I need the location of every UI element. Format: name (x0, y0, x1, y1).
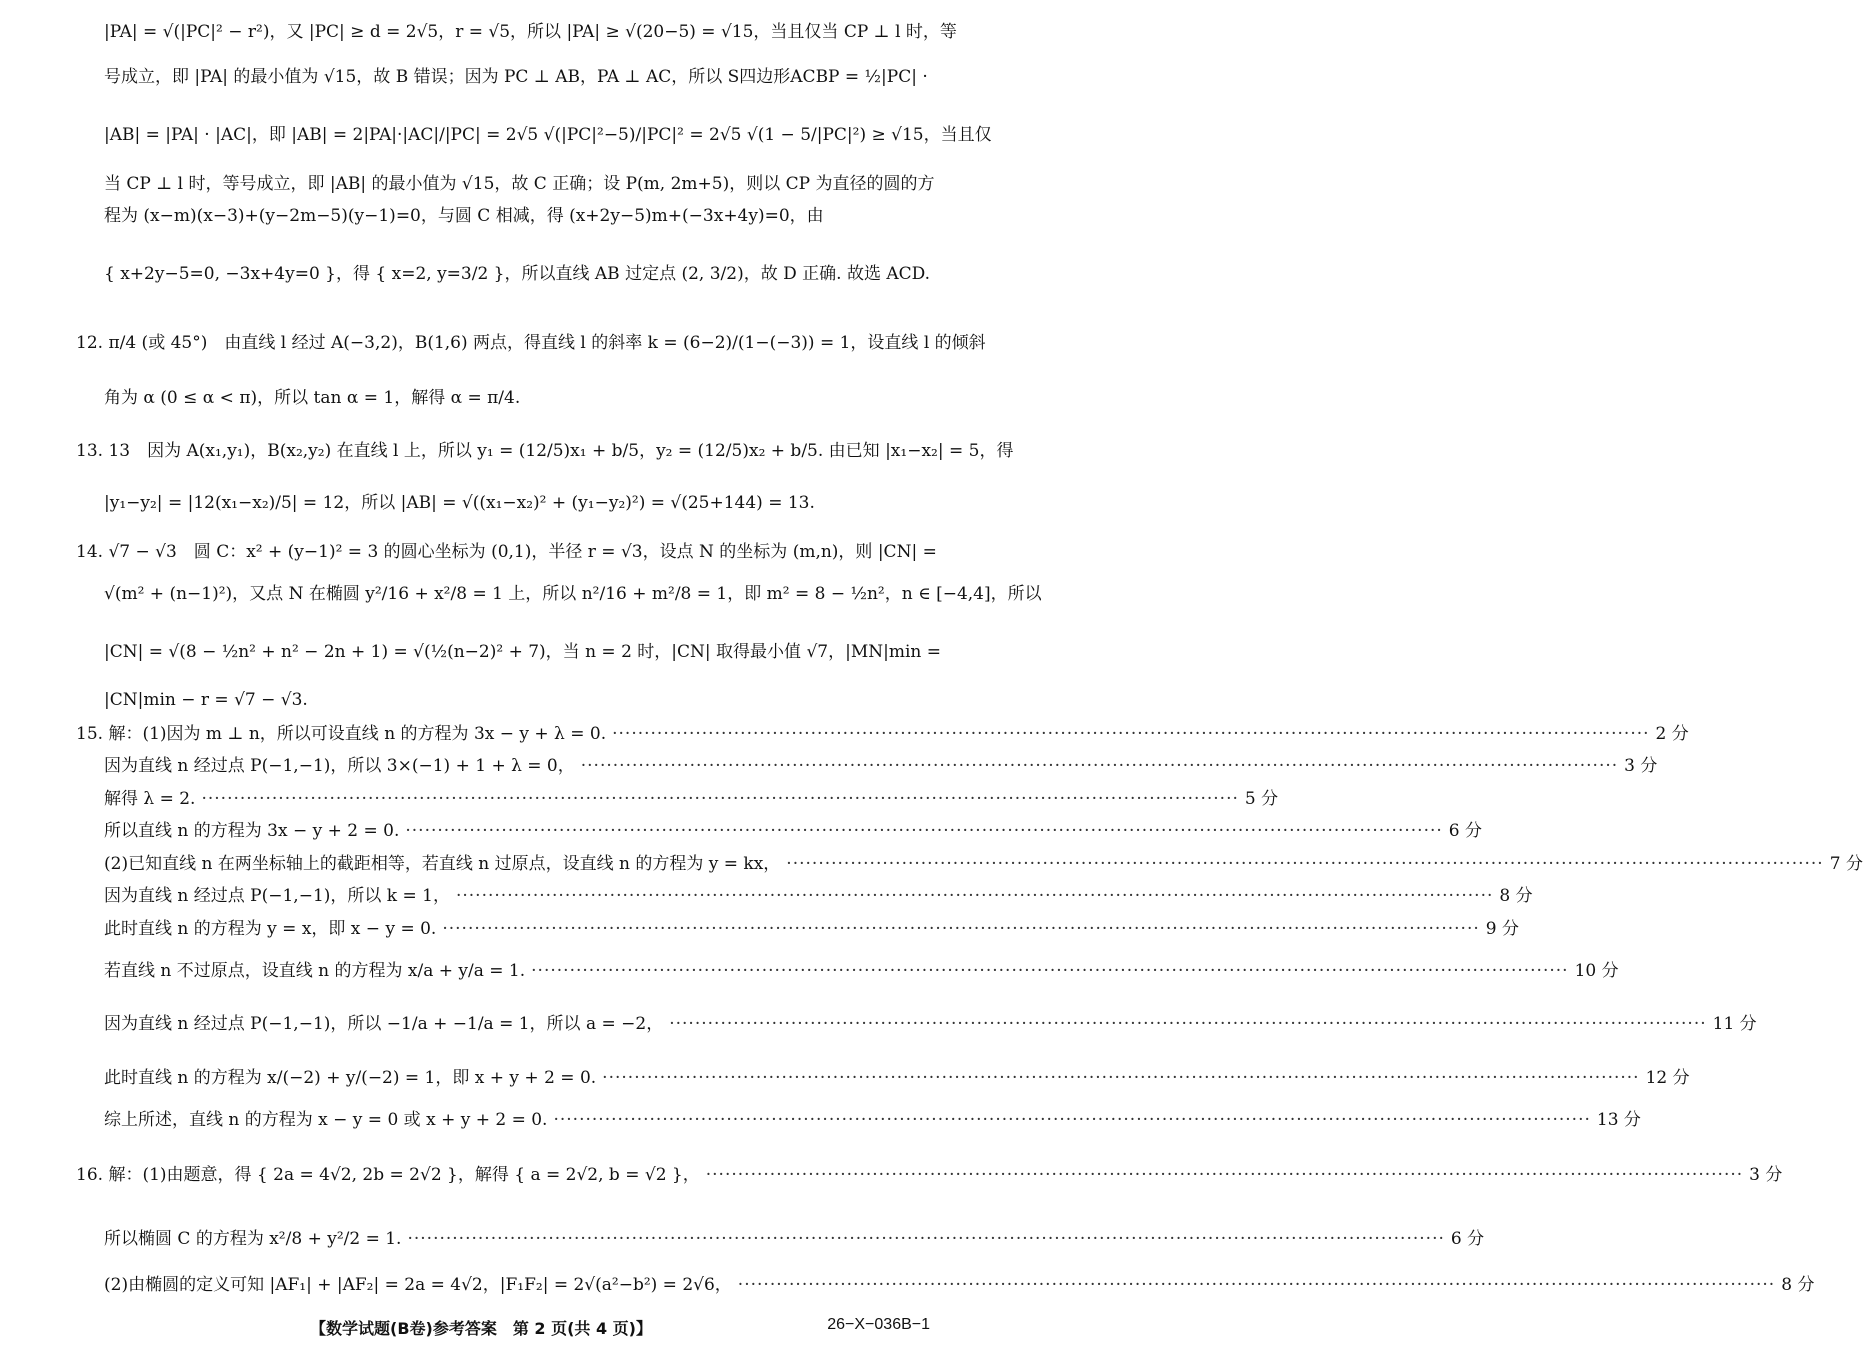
step-text: (2)已知直线 n 在两坐标轴上的截距相等，若直线 n 过原点，设直线 n 的方程为 y = kx， (104, 854, 781, 874)
score-label: 10 分 (1574, 961, 1619, 981)
answer-13: 13. 13 因为 A(x₁,y₁)，B(x₂,y₂) 在直线 l 上，所以 y₁ = (12/5)x₁ + b/5，y₂ = (12/5)x₂ + b/5. 由已知 |x₁−x₂| = 5，得 (76, 441, 1014, 461)
scored-line (104, 1066, 1690, 1090)
text-line: 程为 (x−m)(x−3)+(y−2m−5)(y−1)=0，与圆 C 相减，得 (x+2y−5)m+(−3x+4y)=0，由 (104, 206, 824, 226)
step-text: 综上所述，直线 n 的方程为 x − y = 0 或 x + y + 2 = 0. (104, 1110, 548, 1130)
step-text: 此时直线 n 的方程为 y = x，即 x − y = 0. (104, 919, 437, 939)
answer-12: 12. π/4 (或 45°) 由直线 l 经过 A(−3,2)，B(1,6) 两点，得直线 l 的斜率 k = (6−2)/(1−(−3)) = 1，设直线 l 的倾斜 (76, 333, 986, 353)
scored-line (104, 959, 1619, 983)
leader-dots (201, 787, 1238, 811)
leader-dots (669, 1012, 1706, 1036)
step-text: 解得 λ = 2. (104, 789, 196, 809)
step-text: 因为直线 n 经过点 P(−1,−1)，所以 −1/a + −1/a = 1，所以 a = −2， (104, 1014, 664, 1034)
text-line: |AB| = |PA| · |AC|，即 |AB| = 2|PA|·|AC|/|PC| = 2√5 √(|PC|²−5)/|PC|² = 2√5 √(1 − 5/|PC|²) ≥ √15，当且仅 (104, 125, 992, 145)
step-text: 若直线 n 不过原点，设直线 n 的方程为 x/a + y/a = 1. (104, 961, 526, 981)
step-text: 因为直线 n 经过点 P(−1,−1)，所以 3×(−1) + 1 + λ = 0， (104, 756, 575, 776)
score-label: 9 分 (1485, 919, 1519, 939)
leader-dots (612, 722, 1649, 746)
text-line: 角为 α (0 ≤ α < π)，所以 tan α = 1，解得 α = π/4. (104, 388, 521, 408)
text-line: |y₁−y₂| = |12(x₁−x₂)/5| = 12，所以 |AB| = √((x₁−x₂)² + (y₁−y₂)²) = √(25+144) = 13. (104, 493, 815, 513)
score-label: 13 分 (1596, 1110, 1641, 1130)
scored-line (104, 1108, 1641, 1132)
score-label: 6 分 (1448, 821, 1483, 841)
leader-dots (405, 819, 1442, 843)
step-text: 15. 解：(1)因为 m ⊥ n，所以可设直线 n 的方程为 3x − y + λ = 0. (76, 724, 607, 744)
score-label: 2 分 (1655, 724, 1689, 744)
score-label: 3 分 (1624, 756, 1658, 776)
score-label: 8 分 (1499, 886, 1533, 906)
text-line: √(m² + (n−1)²)，又点 N 在椭圆 y²/16 + x²/8 = 1 上，所以 n²/16 + m²/8 = 1，即 m² = 8 − ½n²，n ∈ [−4,4]，所以 (104, 584, 1042, 604)
step-text: 因为直线 n 经过点 P(−1,−1)，所以 k = 1， (104, 886, 450, 906)
text-line: 当 CP ⊥ l 时，等号成立，即 |AB| 的最小值为 √15，故 C 正确；设 P(m, 2m+5)，则以 CP 为直径的圆的方 (104, 174, 935, 194)
scored-line (104, 852, 1863, 876)
scored-line (76, 1163, 1783, 1187)
scored-line (104, 754, 1658, 778)
score-label: 8 分 (1781, 1275, 1815, 1295)
scored-line (104, 917, 1519, 941)
step-text: 16. 解：(1)由题意，得 { 2a = 4√2, 2b = 2√2 }，解得 { a = 2√2, b = √2 }， (76, 1165, 700, 1185)
leader-dots (407, 1227, 1444, 1251)
score-label: 6 分 (1450, 1229, 1485, 1249)
scored-line (104, 787, 1279, 811)
leader-dots (581, 754, 1618, 778)
leader-dots (786, 852, 1823, 876)
text-line: |CN|min − r = √7 − √3. (104, 690, 308, 710)
score-label: 3 分 (1749, 1165, 1783, 1185)
step-text: 所以直线 n 的方程为 3x − y + 2 = 0. (104, 821, 400, 841)
leader-dots (553, 1108, 1590, 1132)
text-line: |CN| = √(8 − ½n² + n² − 2n + 1) = √(½(n−2)² + 7)，当 n = 2 时，|CN| 取得最小值 √7，|MN|min = (104, 642, 941, 662)
page-footer (0, 1316, 950, 1340)
answer-14: 14. √7 − √3 圆 C：x² + (y−1)² = 3 的圆心坐标为 (0,1)，半径 r = √3，设点 N 的坐标为 (m,n)，则 |CN| = (76, 542, 937, 562)
leader-dots (706, 1163, 1743, 1187)
scored-line (104, 1273, 1815, 1297)
text-line: 号成立，即 |PA| 的最小值为 √15，故 B 错误；因为 PC ⊥ AB，PA ⊥ AC，所以 S四边形ACBP = ½|PC| · (104, 67, 928, 87)
score-label: 11 分 (1712, 1014, 1757, 1034)
leader-dots (602, 1066, 1639, 1090)
leader-dots (738, 1273, 1775, 1297)
scored-line (104, 884, 1533, 908)
text-line: { x+2y−5=0, −3x+4y=0 }，得 { x=2, y=3/2 }，所以直线 AB 过定点 (2, 3/2)，故 D 正确. 故选 ACD. (104, 264, 931, 284)
scored-line (104, 1012, 1757, 1036)
score-label: 7 分 (1829, 854, 1863, 874)
text-line: |PA| = √(|PC|² − r²)，又 |PC| ≥ d = 2√5，r = √5，所以 |PA| ≥ √(20−5) = √15，当且仅当 CP ⊥ l 时，等 (104, 22, 957, 42)
footer-code: 26−X−036B−1 (827, 1316, 930, 1333)
scored-line (104, 1227, 1485, 1251)
step-text: 此时直线 n 的方程为 x/(−2) + y/(−2) = 1，即 x + y + 2 = 0. (104, 1068, 597, 1088)
score-label: 5 分 (1244, 789, 1279, 809)
leader-dots (456, 884, 1493, 908)
footer-title: 【数学试题(B卷)参考答案 第 2 页(共 4 页)】 (310, 1319, 652, 1338)
scored-line (76, 722, 1689, 746)
leader-dots (442, 917, 1479, 941)
step-text: 所以椭圆 C 的方程为 x²/8 + y²/2 = 1. (104, 1229, 402, 1249)
score-label: 12 分 (1645, 1068, 1690, 1088)
leader-dots (531, 959, 1568, 983)
step-text: (2)由椭圆的定义可知 |AF₁| + |AF₂| = 2a = 4√2，|F₁F₂| = 2√(a²−b²) = 2√6， (104, 1275, 732, 1295)
scored-line (104, 819, 1483, 843)
